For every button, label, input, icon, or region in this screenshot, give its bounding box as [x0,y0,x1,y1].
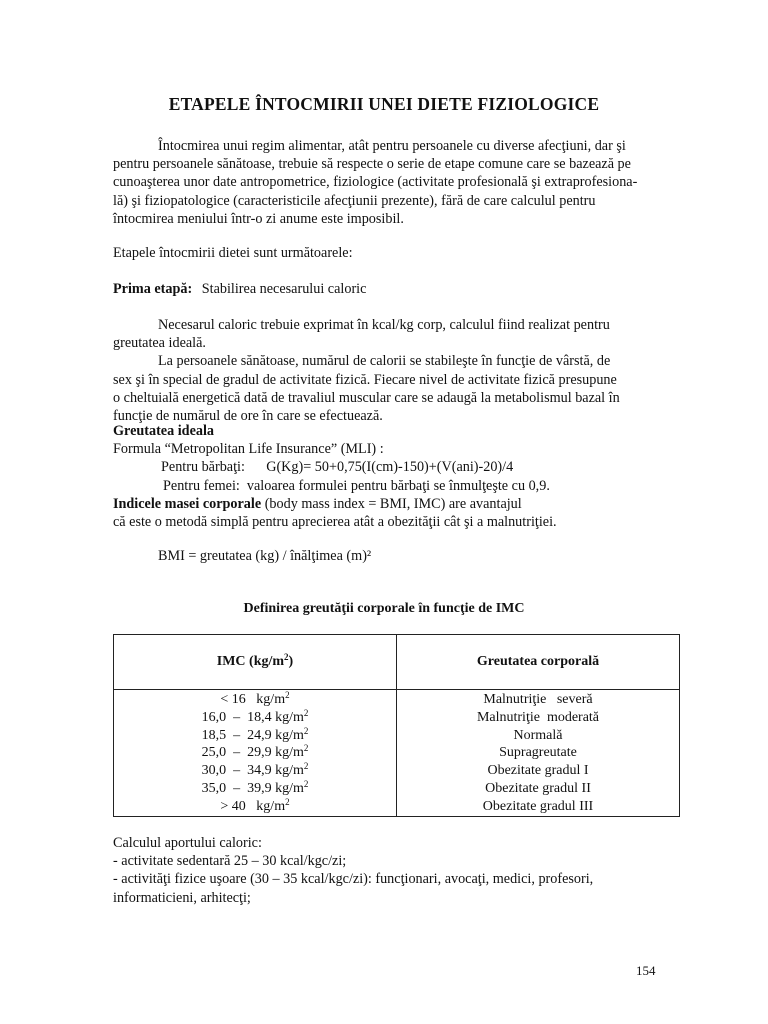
caloric-line: funcţie de numărul de ore în care se efectuează. [113,408,383,425]
stage-one-label: Prima etapă: [113,281,193,297]
caloric-line: greutatea ideală. [113,335,206,352]
caloric-need-paragraph [113,316,679,425]
table-title: Definirea greutăţii corporale în funcţie de IMC [243,601,525,616]
imc-range-cell: 25,0 – 29,9 $kg/m^2$ [114,744,397,762]
intro-line: întocmirea meniului într-o zi anume este imposibil. [113,210,404,227]
imc-table [113,634,680,817]
intro-paragraph [113,137,679,228]
intro-line: pentru persoanele sănătoase, trebuie să respecte o serie de etape comune care se bazează pe [113,156,631,173]
intro-line: Întocmirea unui regim alimentar, atât pentru persoanele cu diverse afecţiuni, dar şi [158,138,626,154]
bmi-advantage: că este o metodă simplă pentru aprecierea atât a obezităţii cât şi a malnutriţiei. [113,514,557,531]
weight-class-cell: Supragreutate [397,744,680,762]
table-row [114,690,680,709]
caloric-line: sex şi în special de gradul de activitate fizică. Fiecare nivel de activitate fizică presupune [113,371,617,388]
formula-women: Pentru femei: valoarea formulei pentru bărbaţi se înmulţeşte cu 0,9. [163,477,550,494]
imc-range-cell: 35,0 – 39,9 $kg/m^2$ [114,780,397,798]
caloric-intake-section [113,834,679,907]
imc-range-cell: > 40 $kg/m^2$ [114,798,397,816]
caloric-line: La persoanele sănătoase, numărul de calorii se stabileşte în funcţie de vârstă, de [158,353,611,370]
page-title: ETAPELE ÎNTOCMIRII UNEI DIETE FIZIOLOGICE [168,94,600,114]
ideal-weight-section [113,422,679,531]
table-row [114,709,680,727]
stage-one [113,280,679,298]
header-body-weight: Greutatea corporală [397,635,680,690]
table-row [114,798,680,816]
weight-class-cell: Normală [397,727,680,745]
bmi-definition [113,495,679,513]
imc-range-cell: < 16 $kg/m^2$ [114,690,397,709]
table-row [114,744,680,762]
caloric-intake-heading: Calculul aportului caloric: [113,835,262,851]
table-header-row [114,635,680,690]
mli-formula-label: Formula “Metropolitan Life Insurance” (MLI) : [113,441,384,458]
bmi-definition-rest: (body mass index = BMI, IMC) are avantajul [261,495,522,512]
caloric-intake-line: informaticieni, arhitecţi; [113,889,251,906]
imc-range-cell: 30,0 – 34,9 $kg/m^2$ [114,762,397,780]
caloric-intake-line: - activităţi fizice uşoare (30 – 35 kcal/kgc/zi): funcţionari, avocaţi, medici, profesori, [113,871,594,888]
caloric-intake-line: - activitate sedentară 25 – 30 kcal/kgc/zi; [113,853,347,870]
page-number: 154 [636,963,656,978]
table-row [114,780,680,798]
caloric-line: Necesarul caloric trebuie exprimat în kcal/kg corp, calculul fiind realizat pentru [158,317,610,333]
header-imc: IMC $(kg/m^2)$ [114,635,397,690]
weight-class-cell: Obezitate gradul II [397,780,680,798]
table-row [114,727,680,745]
imc-range-cell: 18,5 – 24,9 $kg/m^2$ [114,727,397,745]
intro-line: lă) şi fiziopatologice (caracteristicile afecţiunii prezente), fără de care calculul pentru [113,192,596,209]
bmi-term: Indicele masei corporale [113,495,262,512]
steps-intro: Etapele întocmirii dietei sunt următoarele: [113,245,353,261]
imc-range-cell: 16,0 – 18,4 $kg/m^2$ [114,709,397,727]
weight-class-cell: Malnutriţie severă [397,690,680,709]
weight-class-cell: Obezitate gradul III [397,798,680,816]
caloric-line: o cheltuială energetică dată de travaliul muscular care se adaugă la metabolismul bazal în [113,389,620,406]
formula-men: Pentru bărbaţi: G(Kg)= 50+0,75(I(cm)-150)+(V(ani)-20)/4 [161,459,514,476]
table-row [114,762,680,780]
weight-class-cell: Obezitate gradul I [397,762,680,780]
weight-class-cell: Malnutriţie moderată [397,709,680,727]
bmi-formula: BMI = greutatea (kg) / înălţimea (m)² [158,548,372,564]
stage-one-text: Stabilirea necesarului caloric [201,281,367,297]
intro-line: cunoaşterea unor date antropometrice, fiziologice (activitate profesională şi extraprofesiona- [113,174,638,191]
ideal-weight-heading: Greutatea ideala [113,423,215,439]
